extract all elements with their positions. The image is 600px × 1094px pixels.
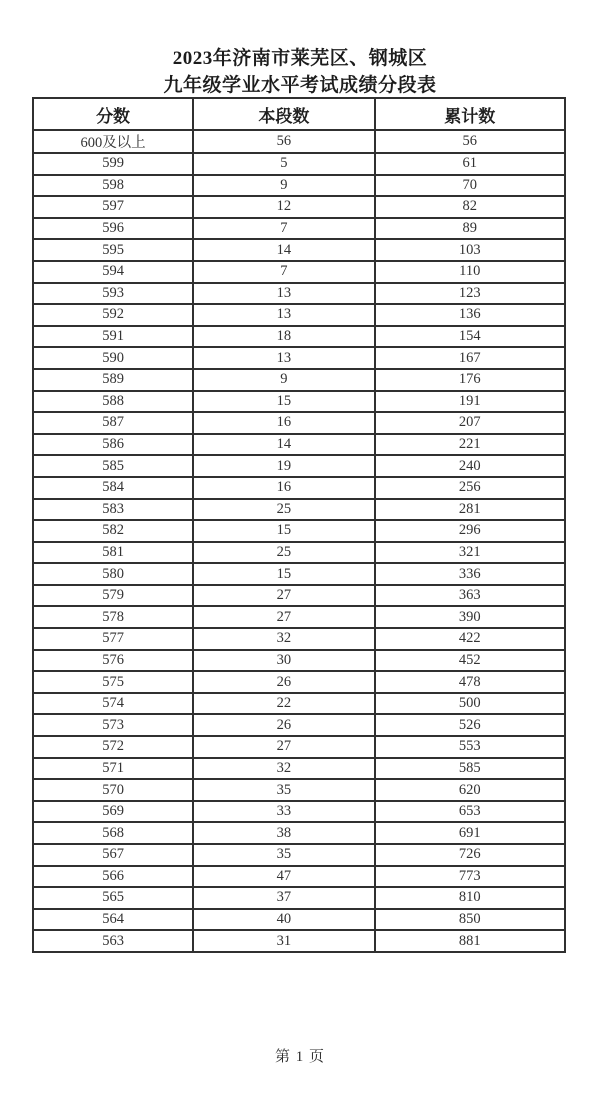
cumulative-count-cell: 726	[375, 844, 565, 866]
table-row	[33, 304, 565, 326]
segment-count-cell: 35	[193, 844, 374, 866]
score-cell: 572	[33, 736, 193, 758]
cumulative-count-cell: 110	[375, 261, 565, 283]
table-row	[33, 563, 565, 585]
table-row	[33, 412, 565, 434]
segment-count-cell: 14	[193, 239, 374, 261]
segment-count-cell: 16	[193, 477, 374, 499]
segment-count-cell: 38	[193, 822, 374, 844]
score-cell: 594	[33, 261, 193, 283]
cumulative-count-cell: 850	[375, 909, 565, 931]
table-row	[33, 477, 565, 499]
table-row	[33, 153, 565, 175]
score-cell: 569	[33, 801, 193, 823]
table-row	[33, 130, 565, 153]
cumulative-count-cell: 500	[375, 693, 565, 715]
cumulative-count-cell: 103	[375, 239, 565, 261]
table-row	[33, 347, 565, 369]
segment-count-cell: 26	[193, 714, 374, 736]
segment-count-cell: 27	[193, 585, 374, 607]
cumulative-count-cell: 653	[375, 801, 565, 823]
table-row	[33, 866, 565, 888]
segment-count-cell: 22	[193, 693, 374, 715]
score-cell: 567	[33, 844, 193, 866]
table-row	[33, 542, 565, 564]
score-cell: 597	[33, 196, 193, 218]
score-cell: 591	[33, 326, 193, 348]
cumulative-count-cell: 82	[375, 196, 565, 218]
cumulative-count-cell: 123	[375, 283, 565, 305]
score-table-body	[33, 130, 565, 952]
cumulative-count-cell: 56	[375, 130, 565, 153]
cumulative-count-cell: 154	[375, 326, 565, 348]
table-row	[33, 520, 565, 542]
score-cell: 574	[33, 693, 193, 715]
cumulative-count-cell: 176	[375, 369, 565, 391]
cumulative-count-cell: 321	[375, 542, 565, 564]
segment-count-cell: 13	[193, 347, 374, 369]
table-row	[33, 391, 565, 413]
segment-count-cell: 13	[193, 304, 374, 326]
cumulative-count-cell: 336	[375, 563, 565, 585]
score-cell: 589	[33, 369, 193, 391]
score-cell: 587	[33, 412, 193, 434]
score-cell: 566	[33, 866, 193, 888]
table-row	[33, 455, 565, 477]
table-row	[33, 283, 565, 305]
table-row	[33, 714, 565, 736]
segment-count-cell: 9	[193, 369, 374, 391]
table-row	[33, 801, 565, 823]
score-cell: 576	[33, 650, 193, 672]
cumulative-count-cell: 526	[375, 714, 565, 736]
cumulative-count-cell: 207	[375, 412, 565, 434]
table-row	[33, 822, 565, 844]
table-row	[33, 930, 565, 952]
header-segment-count: 本段数	[193, 98, 374, 130]
table-row	[33, 585, 565, 607]
segment-count-cell: 14	[193, 434, 374, 456]
table-row	[33, 606, 565, 628]
table-row	[33, 693, 565, 715]
table-row	[33, 909, 565, 931]
cumulative-count-cell: 452	[375, 650, 565, 672]
cumulative-count-cell: 691	[375, 822, 565, 844]
score-cell: 592	[33, 304, 193, 326]
cumulative-count-cell: 256	[375, 477, 565, 499]
cumulative-count-cell: 422	[375, 628, 565, 650]
table-row	[33, 218, 565, 240]
segment-count-cell: 7	[193, 218, 374, 240]
table-row	[33, 779, 565, 801]
segment-count-cell: 32	[193, 628, 374, 650]
score-cell: 568	[33, 822, 193, 844]
segment-count-cell: 56	[193, 130, 374, 153]
score-cell: 579	[33, 585, 193, 607]
header-row	[33, 98, 565, 130]
score-cell: 571	[33, 758, 193, 780]
segment-count-cell: 12	[193, 196, 374, 218]
document-title	[0, 45, 600, 99]
score-cell: 565	[33, 887, 193, 909]
cumulative-count-cell: 296	[375, 520, 565, 542]
header-score: 分数	[33, 98, 193, 130]
table-row	[33, 671, 565, 693]
score-cell: 563	[33, 930, 193, 952]
page-number: 第 1 页	[274, 1049, 325, 1065]
score-cell: 598	[33, 175, 193, 197]
segment-count-cell: 15	[193, 563, 374, 585]
score-cell: 585	[33, 455, 193, 477]
cumulative-count-cell: 89	[375, 218, 565, 240]
segment-count-cell: 40	[193, 909, 374, 931]
segment-count-cell: 30	[193, 650, 374, 672]
cumulative-count-cell: 221	[375, 434, 565, 456]
table-row	[33, 650, 565, 672]
cumulative-count-cell: 363	[375, 585, 565, 607]
segment-count-cell: 15	[193, 520, 374, 542]
score-cell: 570	[33, 779, 193, 801]
title-line-2: 九年级学业水平考试成绩分段表	[163, 75, 437, 96]
table-row	[33, 758, 565, 780]
header-cumulative-count: 累计数	[375, 98, 565, 130]
segment-count-cell: 25	[193, 542, 374, 564]
score-cell: 564	[33, 909, 193, 931]
score-distribution-table	[32, 97, 566, 953]
table-row	[33, 434, 565, 456]
title-line-1: 2023年济南市莱芜区、钢城区	[172, 48, 428, 69]
table-row	[33, 175, 565, 197]
score-cell: 573	[33, 714, 193, 736]
segment-count-cell: 7	[193, 261, 374, 283]
score-cell: 583	[33, 499, 193, 521]
segment-count-cell: 32	[193, 758, 374, 780]
score-cell: 588	[33, 391, 193, 413]
score-cell: 577	[33, 628, 193, 650]
table-row	[33, 261, 565, 283]
cumulative-count-cell: 881	[375, 930, 565, 952]
table-row	[33, 499, 565, 521]
score-cell: 593	[33, 283, 193, 305]
table-row	[33, 844, 565, 866]
table-row	[33, 239, 565, 261]
score-cell: 596	[33, 218, 193, 240]
table-row	[33, 736, 565, 758]
segment-count-cell: 15	[193, 391, 374, 413]
score-cell: 586	[33, 434, 193, 456]
segment-count-cell: 33	[193, 801, 374, 823]
score-cell: 600及以上	[33, 130, 193, 153]
score-cell: 580	[33, 563, 193, 585]
table-row	[33, 369, 565, 391]
segment-count-cell: 35	[193, 779, 374, 801]
segment-count-cell: 18	[193, 326, 374, 348]
cumulative-count-cell: 810	[375, 887, 565, 909]
table-header	[33, 98, 565, 130]
cumulative-count-cell: 136	[375, 304, 565, 326]
score-cell: 584	[33, 477, 193, 499]
segment-count-cell: 9	[193, 175, 374, 197]
segment-count-cell: 27	[193, 606, 374, 628]
segment-count-cell: 19	[193, 455, 374, 477]
segment-count-cell: 16	[193, 412, 374, 434]
table-row	[33, 887, 565, 909]
cumulative-count-cell: 61	[375, 153, 565, 175]
cumulative-count-cell: 70	[375, 175, 565, 197]
segment-count-cell: 31	[193, 930, 374, 952]
segment-count-cell: 25	[193, 499, 374, 521]
table-row	[33, 628, 565, 650]
cumulative-count-cell: 281	[375, 499, 565, 521]
cumulative-count-cell: 390	[375, 606, 565, 628]
cumulative-count-cell: 191	[375, 391, 565, 413]
table-row	[33, 326, 565, 348]
score-cell: 582	[33, 520, 193, 542]
cumulative-count-cell: 620	[375, 779, 565, 801]
score-cell: 595	[33, 239, 193, 261]
cumulative-count-cell: 167	[375, 347, 565, 369]
score-cell: 599	[33, 153, 193, 175]
score-cell: 590	[33, 347, 193, 369]
segment-count-cell: 13	[193, 283, 374, 305]
segment-count-cell: 47	[193, 866, 374, 888]
segment-count-cell: 27	[193, 736, 374, 758]
cumulative-count-cell: 585	[375, 758, 565, 780]
segment-count-cell: 5	[193, 153, 374, 175]
cumulative-count-cell: 478	[375, 671, 565, 693]
score-cell: 575	[33, 671, 193, 693]
score-cell: 581	[33, 542, 193, 564]
segment-count-cell: 37	[193, 887, 374, 909]
table-row	[33, 196, 565, 218]
cumulative-count-cell: 553	[375, 736, 565, 758]
segment-count-cell: 26	[193, 671, 374, 693]
cumulative-count-cell: 240	[375, 455, 565, 477]
cumulative-count-cell: 773	[375, 866, 565, 888]
score-cell: 578	[33, 606, 193, 628]
